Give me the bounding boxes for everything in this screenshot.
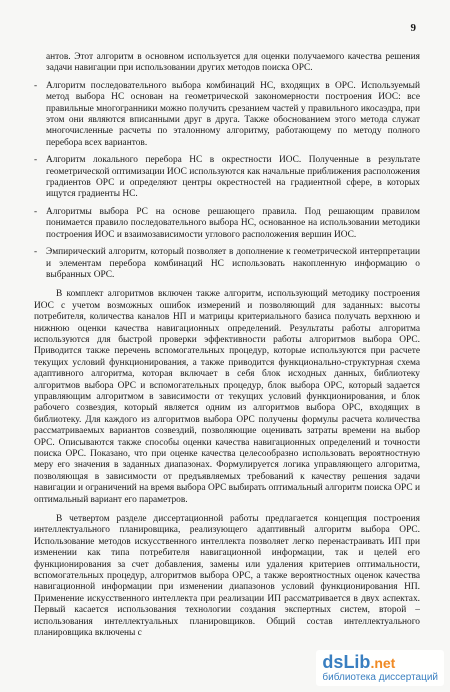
dslib-watermark[interactable] [316,650,444,686]
list-item-text: Алгоритм локального перебора НС в окрестности ИОС. Полученные в результате геометрической оптимизации ИОС используются как начальные приближения расположения градиентов ОРС и определяют центры окрестностей на градиентной сфере, в которых ищутся градиенты НС. [46,155,420,200]
list-item [34,207,420,241]
list-item-text: Алгоритм последовательного выбора комбинаций НС, входящих в ОРС. Используемый метод выбора НС основан на геометрической закономерности построения ИОС: все правильные многогранники можно получить срезанием частей у правильного икосаэдра, при этом они являются вписанными друг в друга. Также обоснованием этого метода служат многочисленные расчеты по эталонному алгоритму, работающему по методу полного перебора всех вариантов. [46,80,420,148]
list-item [34,81,420,149]
dslib-logo [322,653,438,683]
bullet-dash: - [34,247,38,258]
logo-lib: Lib [343,652,371,672]
body-paragraph: В четвертом разделе диссертационной работы предлагается концепция построения интеллектуального планировщика, реализующего адаптивный алгоритм выбора ОРС. Использование методов искусственного интеллекта позволяет легко перенастраивать ИП при изменении как типа потребителя навигационной информации, так и целей его функционирования за счет добавления, замены или удаления критериев оптимальности, вспомогательных процедур, алгоритмов выбора ОРС, а также вероятностных оценок качества навигационной информации при изменении диапазонов условий функционирования НП. Применение искусственного интеллекта при реализации ИП рассматривается в двух аспектах. Первый касается использования технологии создания экспертных систем, второй – использования интеллектуальных планировщиков. Общий состав интеллектуального планировщика включены с [34,514,420,639]
document-body [34,52,420,640]
logo-ds: ds [322,652,344,672]
watermark-subtitle: библиотека диссертаций [322,672,438,683]
list-item-text: Алгоритмы выбора РС на основе решающего правила. Под решающим правилом понимается правило последовательного выбора НС, основанное на использовании методики построения ИОС и взаимозависимости углового расположения вершин ИОС. [46,206,420,240]
page-number: 9 [410,22,416,34]
bullet-dash: - [34,155,38,166]
logo-net: .net [370,655,396,671]
intro-paragraph: антов. Этот алгоритм в основном используется для оценки получаемого качества решения задачи навигации при использовании других методов поиска ОРС. [46,52,420,74]
list-item-text: Эмпирический алгоритм, который позволяет в дополнение к геометрической интерпретации и элементам перебора комбинаций НС использовать накопленную информацию о выбранных ОРС. [46,247,420,280]
bullet-dash: - [34,206,38,217]
bullet-dash: - [34,80,38,91]
body-paragraph: В комплект алгоритмов включен также алгоритм, использующий методику построения ИОС с учетом возможных ошибок измерений и позволяющий для заданных: высоты потребителя, количества каналов НП и матрицы критериального базиса получать верхнюю и нижнюю оценки качества навигационных определений. Результаты работы алгоритма используются для быстрой проверки эффективности работы алгоритмов выбора ОРС. Приводится также перечень вспомогательных процедур, которые используются при расчете текущих условий функционирования, а также приводится функционально-структурная схема адаптивного алгоритма, которая включает в себя блок исходных данных, библиотеку алгоритмов выбора ОРС и вспомогательных процедур, блок выбора ОРС, который задается управляющим алгоритмом в зависимости от текущих условий функционирования, и блок рабочего созвездия, который является одним из алгоритмов выбора ОРС, входящих в библиотеку. Для каждого из алгоритмов выбора ОРС получены формулы расчета количества рассматриваемых вариантов созвездий, позволяющие оценивать затраты времени на выбор ОРС. Описываются также способы оценки качества навигационных определений и точности поиска ОРС. Показано, что при оценке качества целесообразно использовать вероятностную меру его значения в заданных диапазонах. Формулируется логика управляющего алгоритма, позволяющая в зависимости от предъявляемых требований к качеству решения задачи навигации и ограничений на время выбора ОРС выбирать оптимальный алгоритм поиска ОРС и оптимальный вариант его параметров. [34,289,420,505]
list-item [34,247,420,281]
list-item [34,155,420,201]
